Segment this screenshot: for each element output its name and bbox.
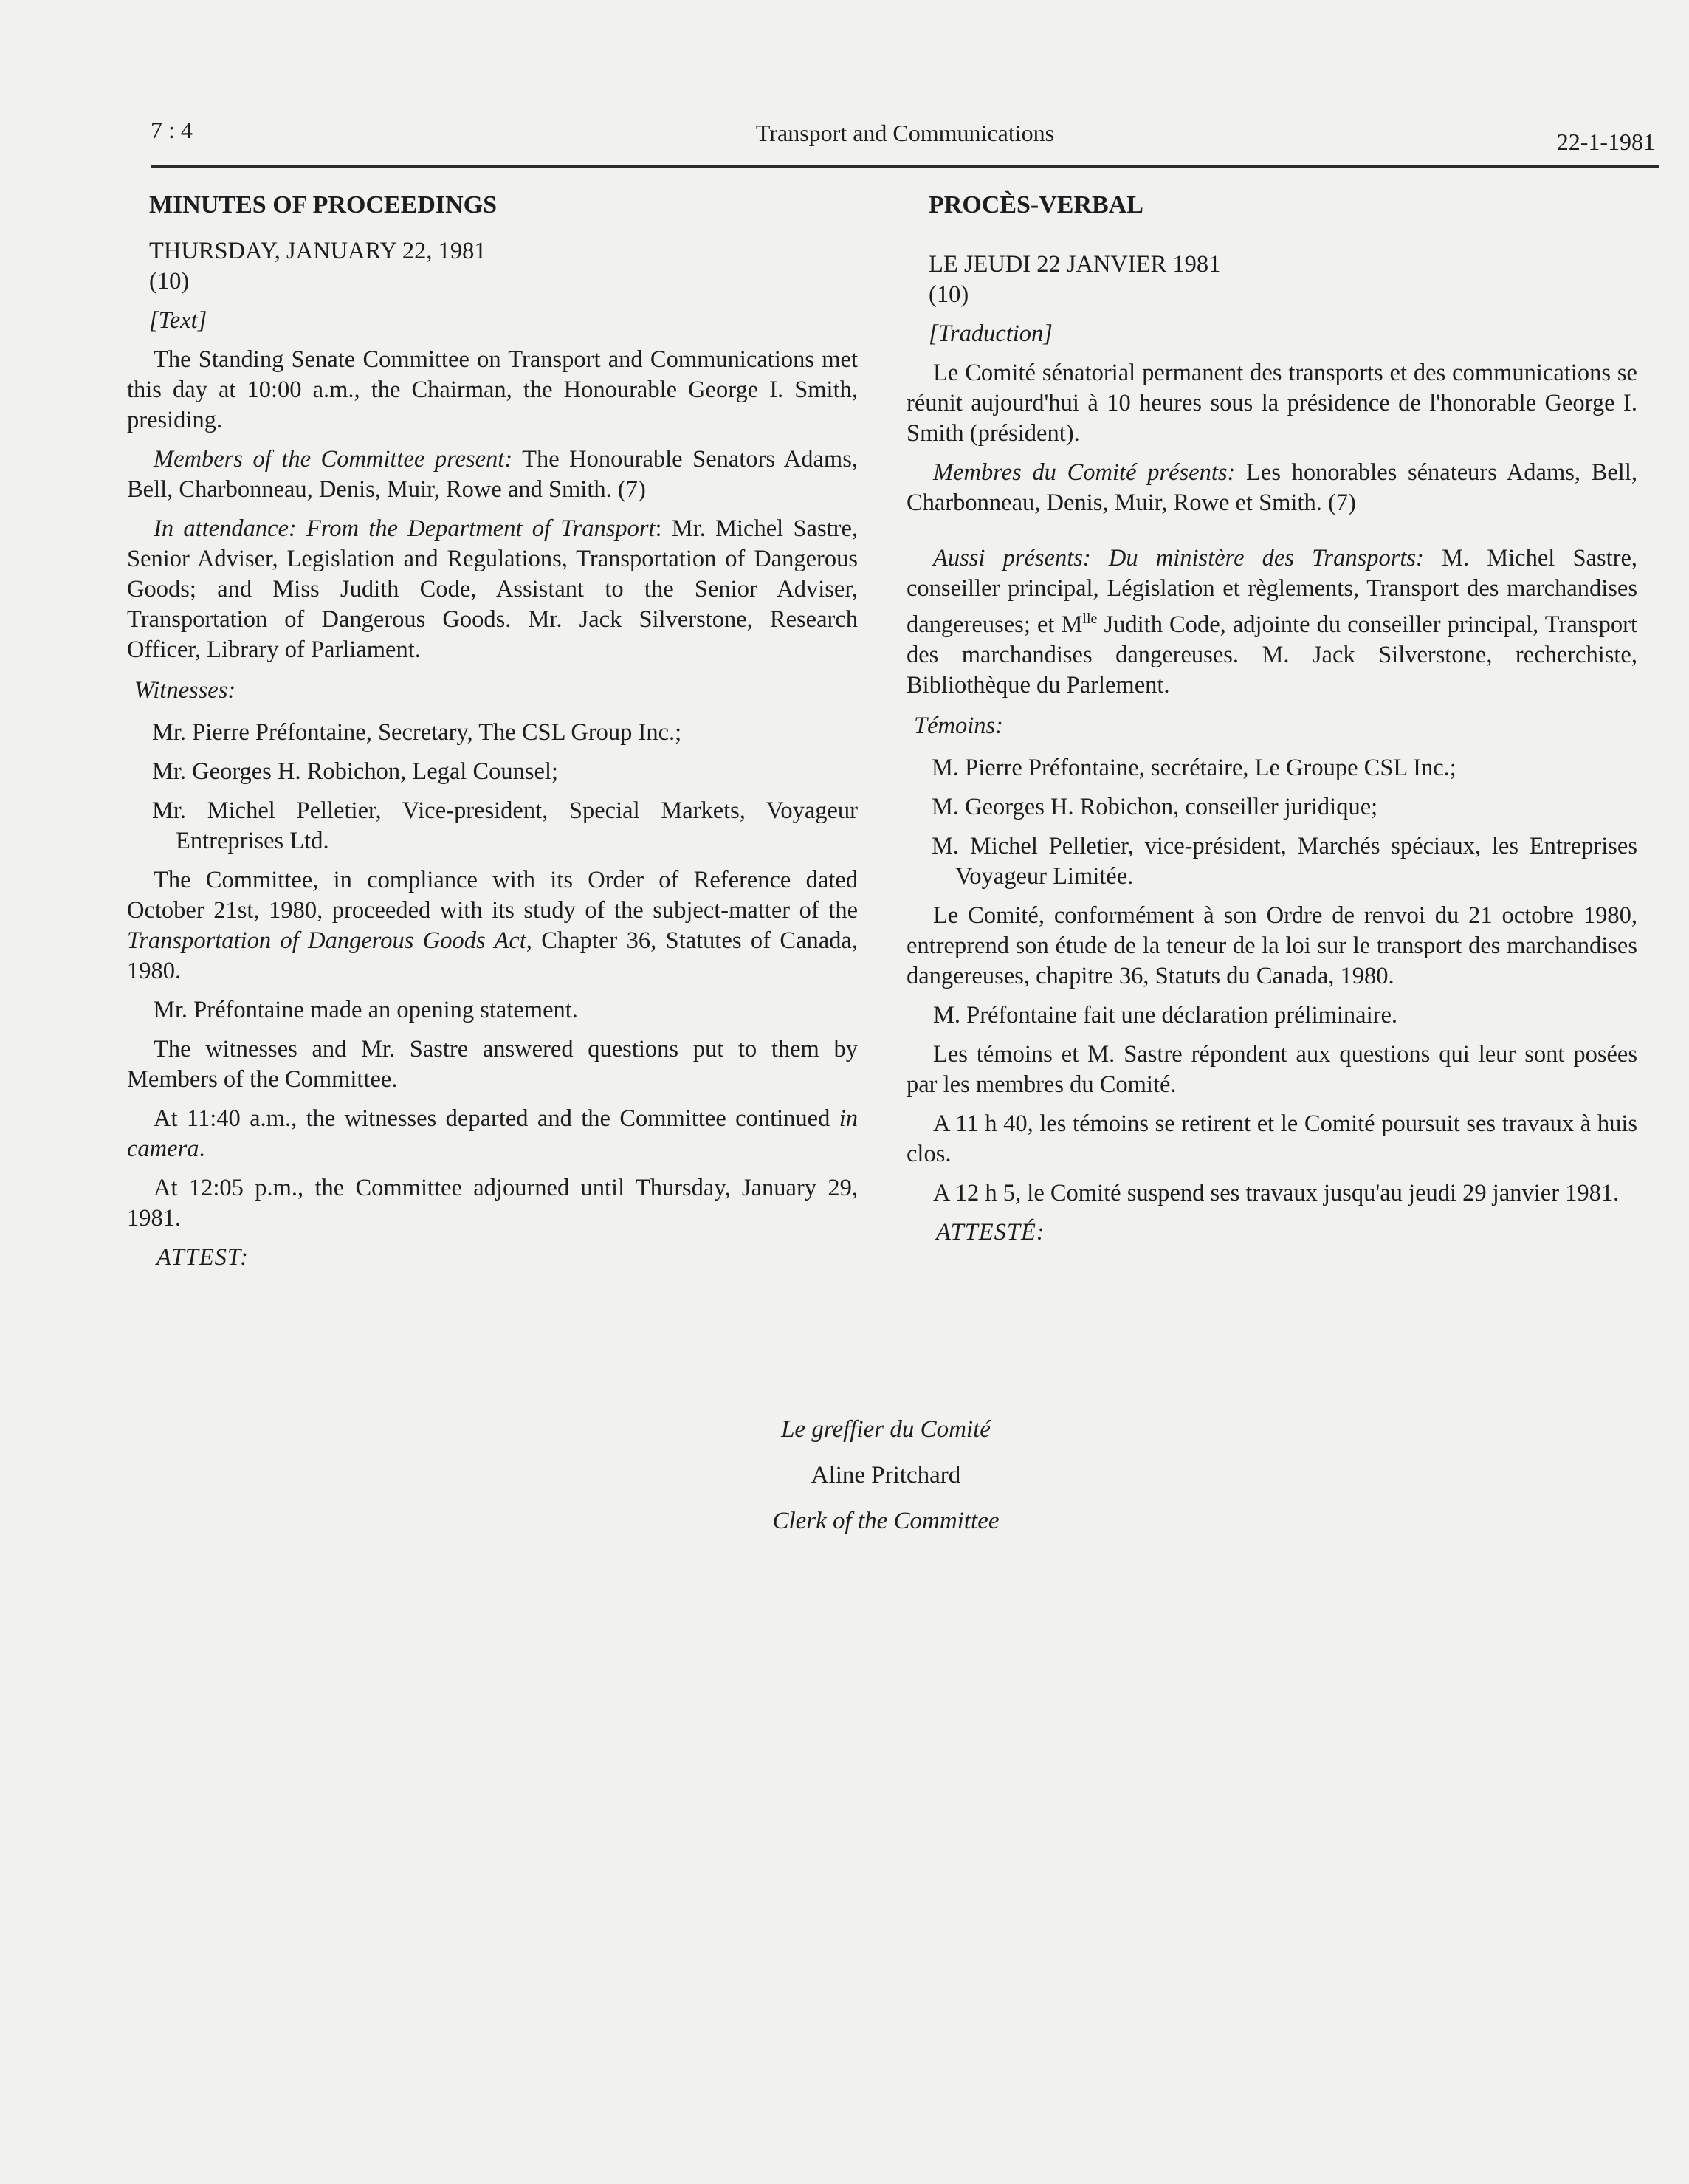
adjourn-paragraph: At 12:05 p.m., the Committee adjourned until Thursday, January 29, 1981. [127,1175,858,1232]
attest-label-fr: ATTESTÉ: [936,1218,1045,1246]
camera-paragraph-fr: A 11 h 40, les témoins se retirent et le Comité poursuit ses travaux à huis clos. [907,1110,1637,1167]
header-title: Transport and Communications [755,120,1055,146]
clerk-title-fr: Le greffier du Comité [781,1416,991,1443]
meeting-number: (10) [149,268,190,295]
text-tag: [Text] [149,307,207,334]
french-column [907,188,1637,1248]
attendance-label: In attendance: From the Department of Transport [154,515,656,542]
members-text-fr: Les honorables sénateurs Adams, Bell, Charbonneau, Denis, Muir, Rowe et Smith. (7) [907,459,1637,516]
reference-paragraph [127,865,858,986]
clerk-name: Aline Pritchard [811,1462,961,1488]
members-label: Members of the Committee present: [154,446,513,473]
reference-text: The Committee, in compliance with its Order of Reference dated October 21st, 1980, proceeded with its study of the subject-matter of the [127,867,858,924]
members-paragraph-fr [907,458,1637,518]
opening-paragraph: The Standing Senate Committee on Transport and Communications met this day at 10:00 a.m., the Chairman, the Honourable George I. Smith, presiding. [127,346,858,433]
witness-item: Mr. Michel Pelletier, Vice-president, Special Markets, Voyageur Entreprises Ltd. [152,797,858,854]
running-header [151,111,1659,168]
questions-paragraph: The witnesses and Mr. Sastre answered questions put to them by Members of the Committee. [127,1036,858,1093]
attendance-text-fr-end: Judith Code, adjointe du conseiller principal, Transport des marchandises dangereuses. M. Jack Silverstone, recherchiste, Bibliothèque du Parlement. [907,611,1637,698]
witness-item-fr: M. Pierre Préfontaine, secrétaire, Le Groupe CSL Inc.; [932,754,1456,781]
page-number: 7 : 4 [151,117,193,143]
camera-text: At 11:40 a.m., the witnesses departed and the Committee continued [154,1105,839,1132]
meeting-number-fr: (10) [929,281,969,308]
act-title: Transportation of Dangerous Goods Act [127,927,526,954]
attest-label: ATTEST: [156,1244,250,1271]
witnesses-heading-fr: Témoins: [914,712,1003,739]
camera-text-end: . [199,1136,205,1162]
statement-paragraph: Mr. Préfontaine made an opening statement. [154,997,578,1023]
attendance-text: : Mr. Michel Sastre, Senior Adviser, Legislation and Regulations, Transportation of Dangerous Goods; and Miss Judith Code, Assistant to the Senior Adviser, Transportation of Dangerous Goods. Mr. Jack Silverstone, Research Officer, Library of Parliament. [127,515,858,663]
members-paragraph [127,444,858,505]
witness-item-fr: M. Michel Pelletier, vice-président, Marchés spéciaux, les Entreprises Voyageur Limitée. [932,832,1637,890]
header-date: 22-1-1981 [1556,128,1655,155]
camera-paragraph [127,1104,858,1164]
in-camera: in camera [127,1105,858,1162]
witness-item: Mr. Pierre Préfontaine, Secretary, The CSL Group Inc.; [152,719,682,746]
reference-text-end: , Chapter 36, Statutes of Canada, 1980. [127,927,858,984]
witness-item-fr: M. Georges H. Robichon, conseiller juridique; [932,793,1378,820]
proces-verbal-heading: PROCÈS-VERBAL [929,191,1143,219]
witness-item: Mr. Georges H. Robichon, Legal Counsel; [152,758,559,785]
opening-paragraph-fr: Le Comité sénatorial permanent des transports et des communications se réunit aujourd'hui à 10 heures sous la présidence de l'honorable George I. Smith (président). [907,360,1637,447]
translation-tag: [Traduction] [929,320,1053,347]
english-column [127,188,858,1273]
attendance-sup: lle [1082,611,1098,627]
clerk-title-en: Clerk of the Committee [772,1508,1000,1534]
attendance-paragraph [127,514,858,665]
meeting-date-fr: LE JEUDI 22 JANVIER 1981 [929,251,1221,278]
witnesses-heading: Witnesses: [134,677,236,704]
adjourn-paragraph-fr: A 12 h 5, le Comité suspend ses travaux jusqu'au jeudi 29 janvier 1981. [933,1179,1620,1206]
attendance-text-fr: M. Michel Sastre, conseiller principal, Législation et règlements, Transport des marchandises dangereuses; et M [907,545,1637,638]
statement-paragraph-fr: M. Préfontaine fait une déclaration préliminaire. [933,1001,1397,1029]
signature-block [664,1407,1107,1544]
reference-paragraph-fr: Le Comité, conformément à son Ordre de renvoi du 21 octobre 1980, entreprend son étude de la teneur de la loi sur le transport des marchandises dangereuses, chapitre 36, Statuts du Canada, 1980. [907,902,1637,989]
minutes-heading: MINUTES OF PROCEEDINGS [149,191,498,219]
questions-paragraph-fr: Les témoins et M. Sastre répondent aux questions qui leur sont posées par les membres du Comité. [907,1040,1637,1098]
members-text: The Honourable Senators Adams, Bell, Charbonneau, Denis, Muir, Rowe and Smith. (7) [127,446,858,503]
attendance-label-fr: Aussi présents: Du ministère des Transports: [933,545,1424,571]
attendance-paragraph-fr [907,543,1637,701]
members-label-fr: Membres du Comité présents: [933,459,1236,486]
meeting-date: THURSDAY, JANUARY 22, 1981 [149,238,486,264]
